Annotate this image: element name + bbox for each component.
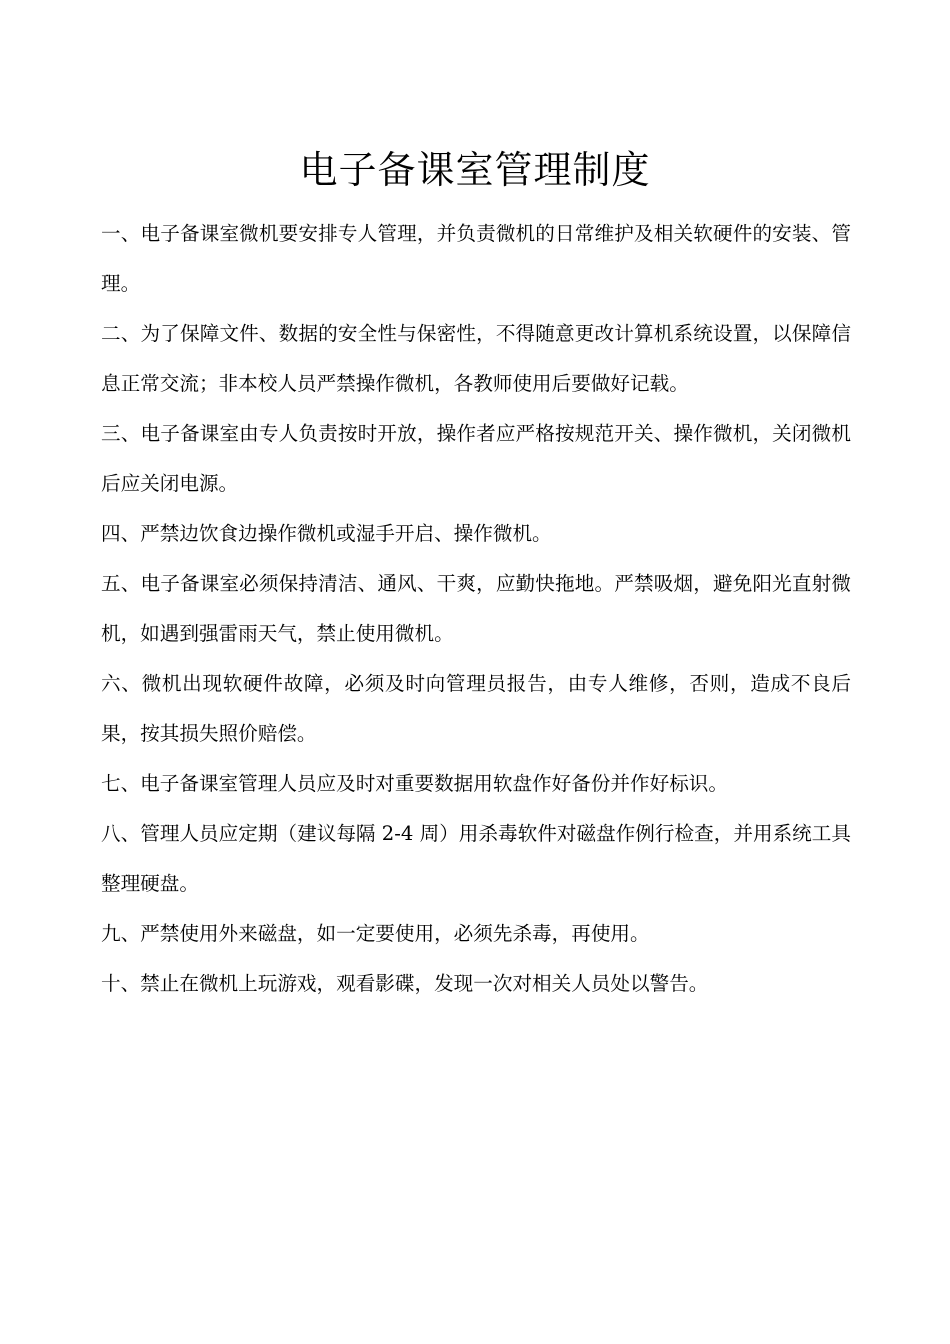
rule-item-1: 一、电子备课室微机要安排专人管理，并负责微机的日常维护及相关软硬件的安装、管理。 [101, 222, 851, 295]
rule-item-9: 九、严禁使用外来磁盘，如一定要使用，必须先杀毒，再使用。 [101, 922, 650, 945]
rule-item-8: 八、管理人员应定期（建议每隔 2-4 周）用杀毒软件对磁盘作例行检查，并用系统工具整理硬盘。 [101, 822, 851, 895]
rule-item-10: 十、禁止在微机上玩游戏，观看影碟，发现一次对相关人员处以警告。 [101, 972, 709, 995]
rule-item-2: 二、为了保障文件、数据的安全性与保密性，不得随意更改计算机系统设置，以保障信息正常交流；非本校人员严禁操作微机，各教师使用后要做好记载。 [101, 322, 851, 395]
rule-item-7: 七、电子备课室管理人员应及时对重要数据用软盘作好备份并作好标识。 [101, 772, 728, 795]
rule-item-6: 六、微机出现软硬件故障，必须及时向管理员报告，由专人维修，否则，造成不良后果，按其损失照价赔偿。 [101, 672, 851, 745]
rule-item-4: 四、严禁边饮食边操作微机或湿手开启、操作微机。 [101, 522, 552, 545]
page-title: 电子备课室管理制度 [299, 148, 651, 192]
rule-item-3: 三、电子备课室由专人负责按时开放，操作者应严格按规范开关、操作微机，关闭微机后应关闭电源。 [101, 422, 851, 495]
rules-list [101, 209, 851, 1009]
rule-item-5: 五、电子备课室必须保持清洁、通风、干爽，应勤快拖地。严禁吸烟，避免阳光直射微机，如遇到强雷雨天气，禁止使用微机。 [101, 572, 851, 645]
